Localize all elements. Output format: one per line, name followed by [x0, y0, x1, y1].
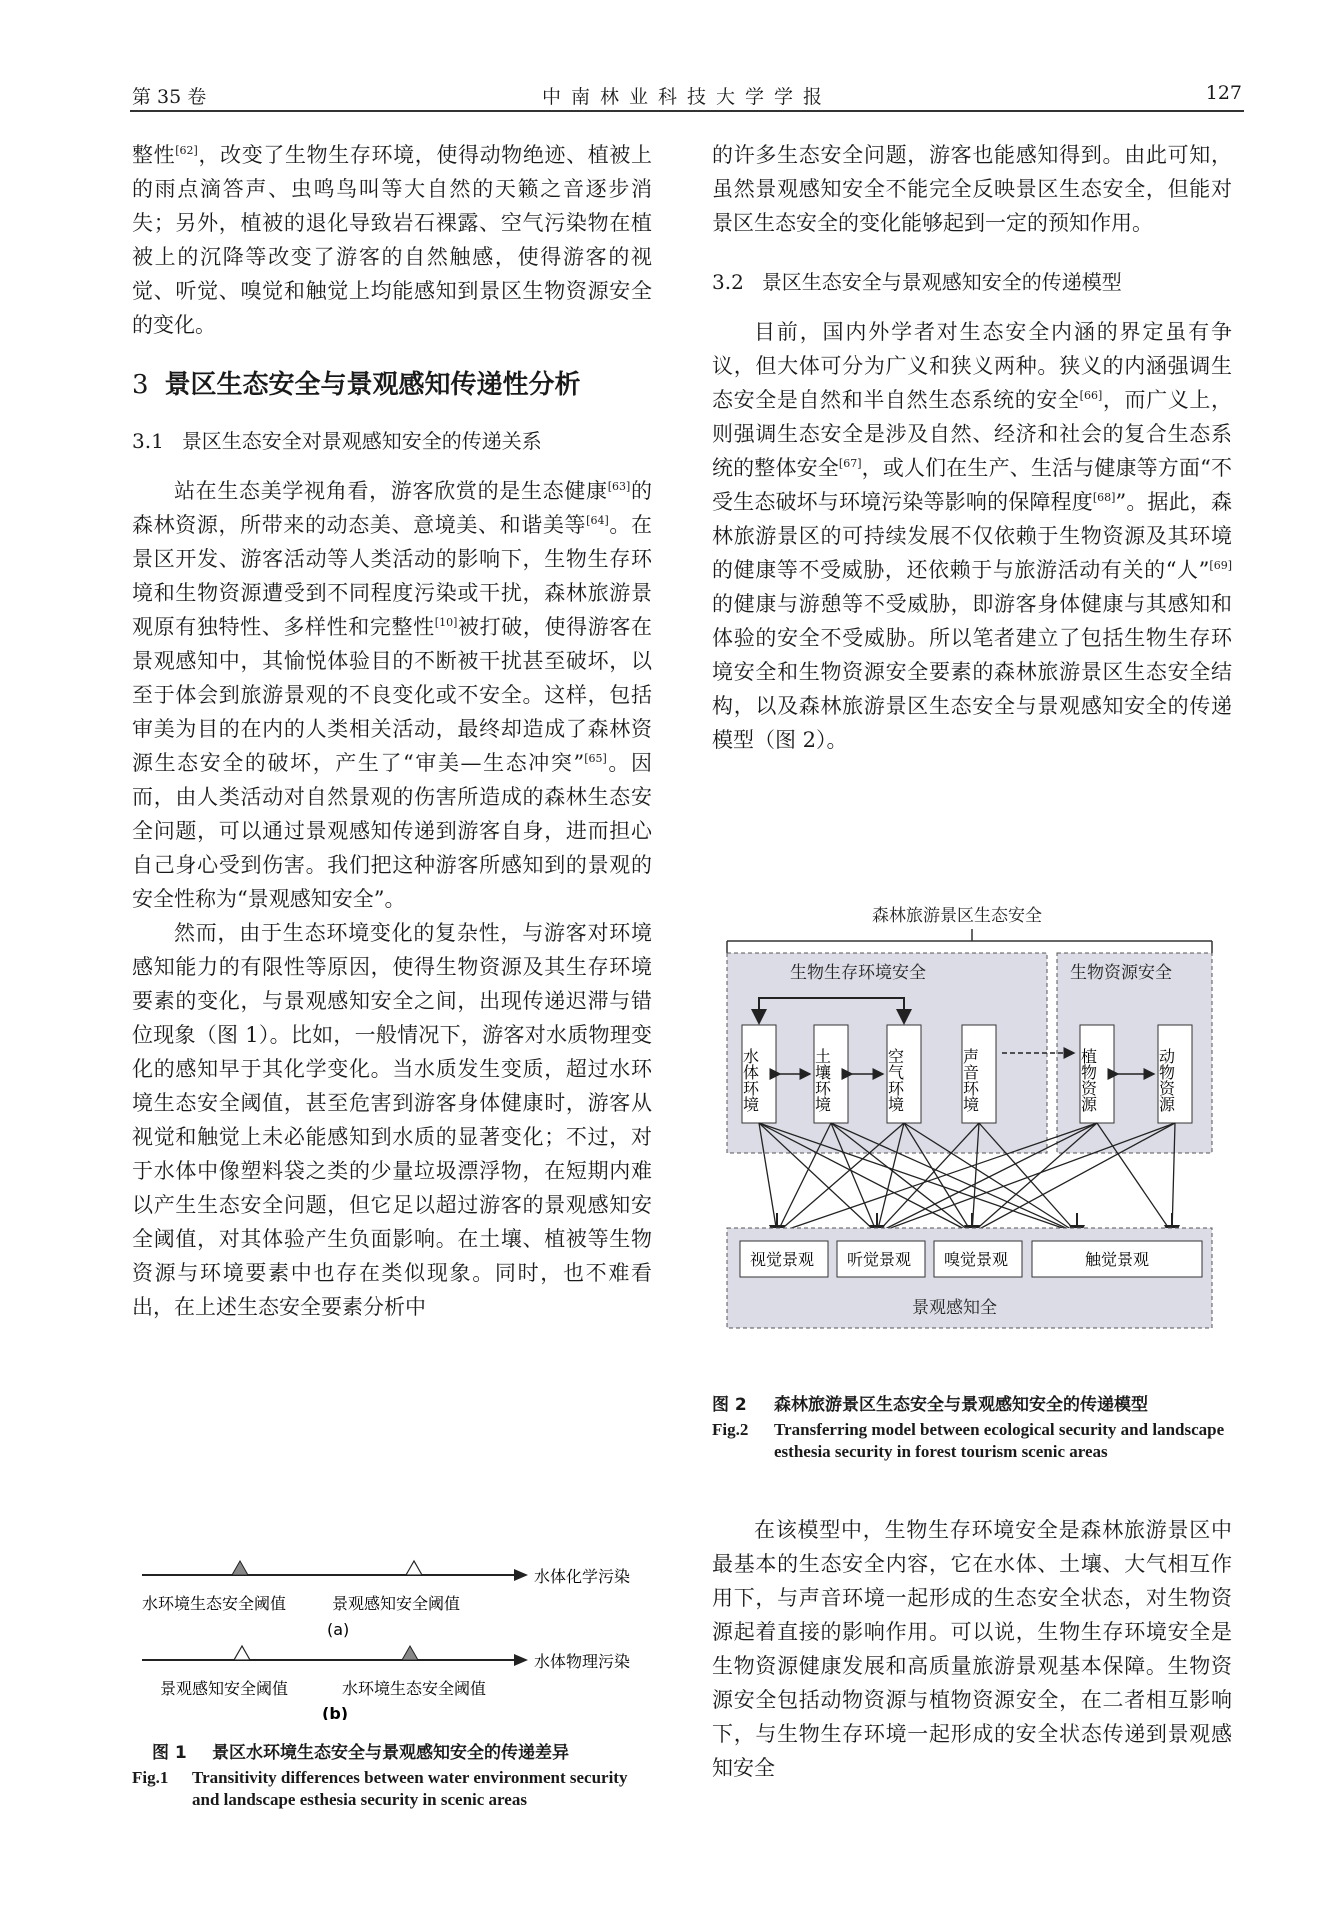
left-column: [132, 138, 652, 1324]
svg-text:水体物理污染: 水体物理污染: [534, 1652, 631, 1671]
right-column-bottom: [712, 1513, 1232, 1785]
paragraph: 目前，国内外学者对生态安全内涵的界定虽有争议，但大体可分为广义和狭义两种。狭义的内涵强调生态安全是自然和半自然生态系统的安全[66]，而广义上，则强调生态安全是涉及自然、经济和社会的复合生态系统的整体安全[67]，或人们在生产、生活与健康等方面“不受生态破坏与环境污染等影响的保障程度[68]”。据此，森林旅游景区的可持续发展不仅依赖于生物资源及其环境的健康等不受威胁，还依赖于与旅游活动有关的“人”[69]的健康与游憩等不受威胁，即游客身体健康与其感知和体验的安全不受威胁。所以笔者建立了包括生物生存环境安全和生物资源安全要素的森林旅游景区生态安全结构，以及森林旅游景区生态安全与景观感知安全的传递模型（图 2）。: [712, 320, 1233, 752]
volume-label: 第 35 卷: [132, 86, 207, 108]
forest-ecological-security-title: 森林旅游景区生态安全: [872, 906, 1042, 926]
perception-threshold-marker: [234, 1646, 250, 1660]
svg-text:嗅觉景观: 嗅觉景观: [944, 1250, 1009, 1269]
svg-text:景观感知安全阈值: 景观感知安全阈值: [160, 1679, 289, 1698]
page-header: [132, 82, 1242, 110]
figure-2-diagram: [712, 893, 1232, 1333]
figure-2-caption: 图 2 森林旅游景区生态安全与景观感知安全的传递模型 Fig.2 Transferring model between ecological security and landscape esthesia security in forest tourism scenic areas: [712, 1395, 1225, 1461]
svg-text:景观感知全: 景观感知全: [912, 1298, 997, 1318]
header-rule: [130, 110, 1244, 112]
svg-text:触觉景观: 触觉景观: [1085, 1250, 1150, 1269]
sense-visual: [740, 1241, 828, 1277]
perception-threshold-marker: [406, 1561, 422, 1575]
paragraph: 在该模型中，生物生存环境安全是森林旅游景区中最基本的生态安全内容，它在水体、土壤、大气相互作用下，与声音环境一起形成的生态安全状态，对生物资源起着直接的影响作用。可以说，生物生存环境安全是生物资源健康发展和高质量旅游景观基本保障。生物资源安全包括动物资源与植物资源安全，在二者相互影响下，与生物生存环境一起形成的安全状态传递到景观感知安全: [712, 1518, 1232, 1780]
svg-text:听觉景观: 听觉景观: [847, 1250, 912, 1269]
right-column: [712, 138, 1232, 757]
svg-text:水环境生态安全阈值: 水环境生态安全阈值: [142, 1594, 287, 1613]
figure-1: [132, 1555, 652, 1809]
subsection-heading: 3.1 景区生态安全对景观感知安全的传递关系: [132, 429, 542, 453]
sense-olfactory: [934, 1241, 1022, 1277]
svg-text:景观感知安全阈值: 景观感知安全阈值: [332, 1594, 461, 1613]
section-heading: 3 景区生态安全与景观感知传递性分析: [132, 370, 581, 400]
svg-text:水环境生态安全阈值: 水环境生态安全阈值: [342, 1679, 487, 1698]
svg-text:水体环境: 水体环境: [740, 1048, 760, 1112]
paragraph: 站在生态美学视角看，游客欣赏的是生态健康[63]的森林资源，所带来的动态美、意境美、和谐美等[64]。在景区开发、游客活动等人类活动的影响下，生物生存环境和生物资源遭受到不同程度污染或干扰，森林旅游景观原有独特性、多样性和完整性[10]被打破，使得游客在景观感知中，其愉悦体验目的不断被干扰甚至破坏，以至于体会到旅游景观的不良变化或不安全。这样，包括审美为目的在内的人类相关活动，最终却造成了森林资源生态安全的破坏，产生了“审美—生态冲突”[65]。因而，由人类活动对自然景观的伤害所造成的森林生态安全问题，可以通过景观感知传递到游客自身，进而担心自己身心受到伤害。我们把这种游客所感知到的景观的安全性称为“景观感知安全”。: [132, 479, 653, 911]
svg-text:水体化学污染: 水体化学污染: [534, 1567, 631, 1586]
subsection-heading: 3.2 景区生态安全与景观感知安全的传递模型: [712, 270, 1122, 294]
env-box-water: [741, 1025, 777, 1123]
sense-auditory: [837, 1241, 925, 1277]
env-box-soil: [813, 1025, 849, 1123]
env-box-air: [886, 1025, 922, 1123]
paragraph: 整性[62]，改变了生物生存环境，使得动物绝迹、植被上的雨点滴答声、虫鸣鸟叫等大自然的天籁之音逐步消失；另外，植被的退化导致岩石裸露、空气污染物在植被上的沉降等改变了游客的自然触感，使得游客的视觉、听觉、嗅觉和触觉上均能感知到景区生物资源安全的变化。: [132, 143, 653, 337]
svg-text:视觉景观: 视觉景观: [750, 1250, 815, 1269]
sense-tactile: [1032, 1241, 1202, 1277]
res-box-plant: [1079, 1025, 1115, 1123]
svg-text:(a): (a): [327, 1620, 350, 1639]
svg-text:植物资源: 植物资源: [1078, 1048, 1098, 1112]
svg-text:空气环境: 空气环境: [885, 1048, 905, 1112]
svg-text:生物资源安全: 生物资源安全: [1070, 963, 1172, 983]
figure-1-caption: 图 1 景区水环境生态安全与景观感知安全的传递差异 Fig.1 Transitivity differences between water environment security and landscape esthesia security in scenic areas: [132, 1743, 628, 1809]
paragraph: 然而，由于生态环境变化的复杂性，与游客对环境感知能力的有限性等原因，使得生物资源及其生存环境要素的变化，与景观感知安全之间，出现传递迟滞与错位现象（图 1）。比如，一般情况下，游客对水质物理变化的感知早于其化学变化。当水质发生变质，超过水环境生态安全阈值，甚至危害到游客身体健康时，游客从视觉和触觉上未必能感知到水质的显著变化；不过，对于水体中像塑料袋之类的少量垃圾漂浮物，在短期内难以产生生态安全问题，但它足以超过游客的景观感知安全阈值，对其体验产生负面影响。在土壤、植被等生物资源与环境要素中也存在类似现象。同时，也不难看出，在上述生态安全要素分析中: [132, 921, 652, 1319]
svg-text:生物生存环境安全: 生物生存环境安全: [790, 963, 926, 983]
ecological-threshold-marker: [402, 1646, 418, 1660]
svg-text:(b): (b): [322, 1704, 349, 1720]
svg-text:土壤环境: 土壤环境: [812, 1048, 832, 1112]
figure-2: [712, 893, 1232, 1333]
ecological-threshold-marker: [232, 1561, 248, 1575]
page-number: 127: [1205, 82, 1242, 104]
paragraph: 的许多生态安全问题，游客也能感知得到。由此可知，虽然景观感知安全不能完全反映景区生态安全，但能对景区生态安全的变化能够起到一定的预知作用。: [712, 143, 1232, 235]
svg-text:声音环境: 声音环境: [960, 1048, 980, 1112]
svg-text:动物资源: 动物资源: [1156, 1048, 1176, 1112]
res-box-animal: [1157, 1025, 1193, 1123]
journal-title: 中南林业科技大学学报: [541, 86, 832, 108]
env-box-sound: [961, 1025, 997, 1123]
figure-1-diagram: [132, 1555, 652, 1720]
